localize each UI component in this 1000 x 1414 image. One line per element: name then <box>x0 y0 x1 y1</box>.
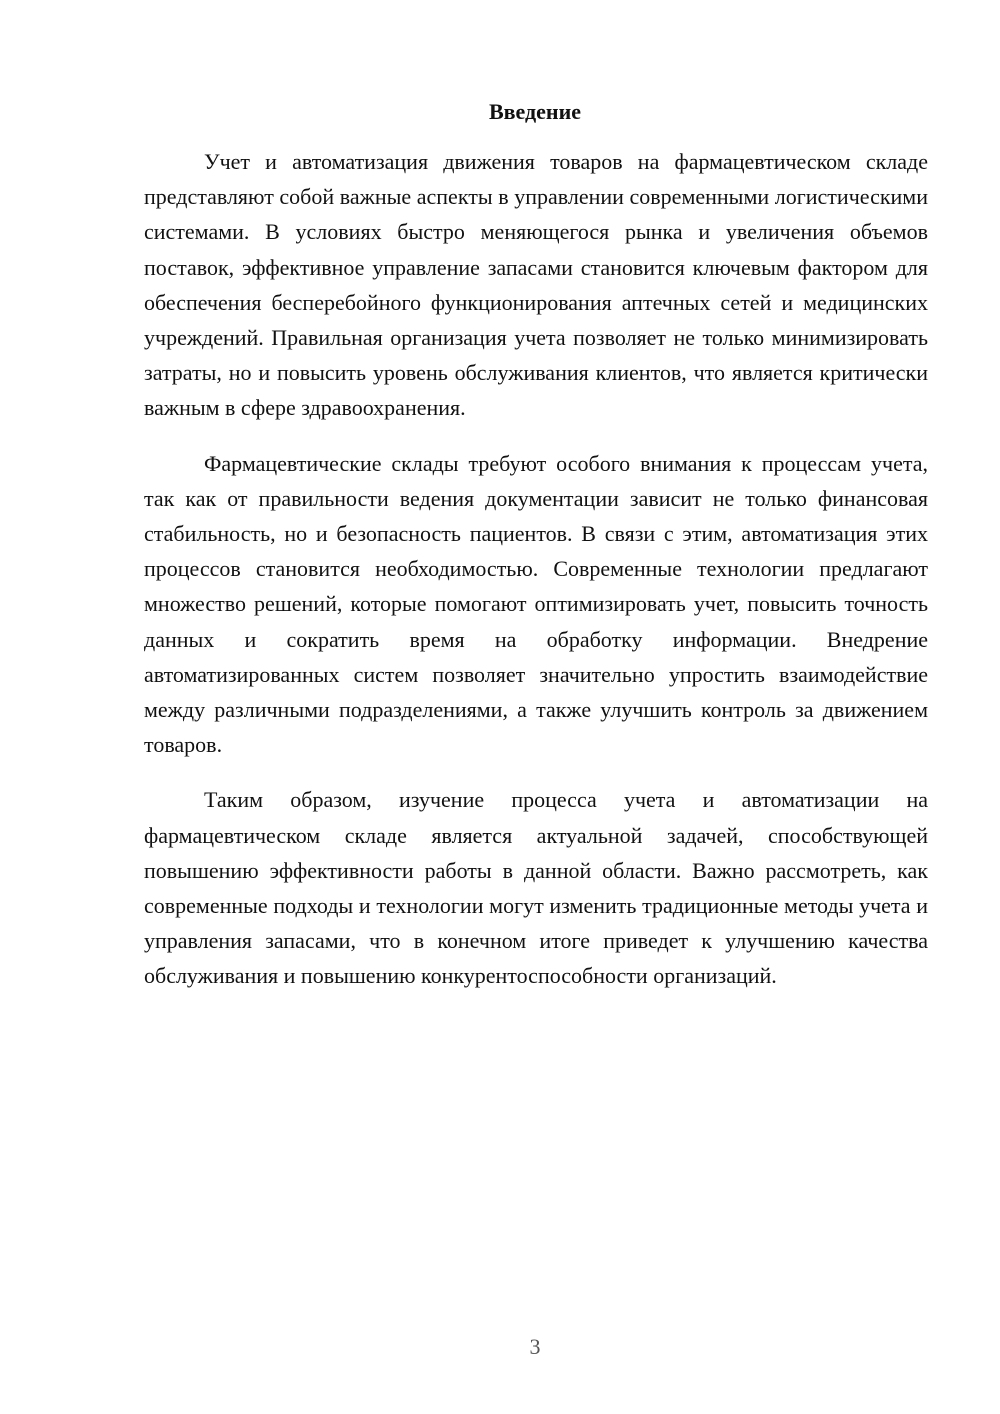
page-number: 3 <box>529 1334 541 1359</box>
paragraph-3: Таким образом, изучение процесса учета и автоматизации на фармацевтическом складе является актуальной задачей, способствующей повышению эффективности работы в данной области. Важно рассмотреть, как современные подходы и технологии могут изменить традиционные методы учета и управления запасами, что в конечном итоге приведет к улучшению качества обслуживания и повышению конкурентоспособности организаций. <box>144 787 928 989</box>
paragraph-1: Учет и автоматизация движения товаров на фармацевтическом складе представляют собой важные аспекты в управлении современными логистическими системами. В условиях быстро меняющегося рынка и увеличения объемов поставок, эффективное управление запасами становится ключевым фактором для обеспечения бесперебойного функционирования аптечных сетей и медицинских учреждений. Правильная организация учета позволяет не только минимизировать затраты, но и повысить уровень обслуживания клиентов, что является критически важным в сфере здравоохранения. <box>144 149 928 421</box>
document-body <box>144 144 928 1014</box>
paragraph-2: Фармацевтические склады требуют особого внимания к процессам учета, так как от правильности ведения документации зависит не только финансовая стабильность, но и безопасность пациентов. В связи с этим, автоматизация этих процессов становится необходимостью. Современные технологии предлагают множество решений, которые помогают оптимизировать учет, повысить точность данных и сократить время на обработку информации. Внедрение автоматизированных систем позволяет значительно упростить взаимодействие между различными подразделениями, а также улучшить контроль за движением товаров. <box>144 450 928 758</box>
section-title: Введение <box>488 99 582 124</box>
